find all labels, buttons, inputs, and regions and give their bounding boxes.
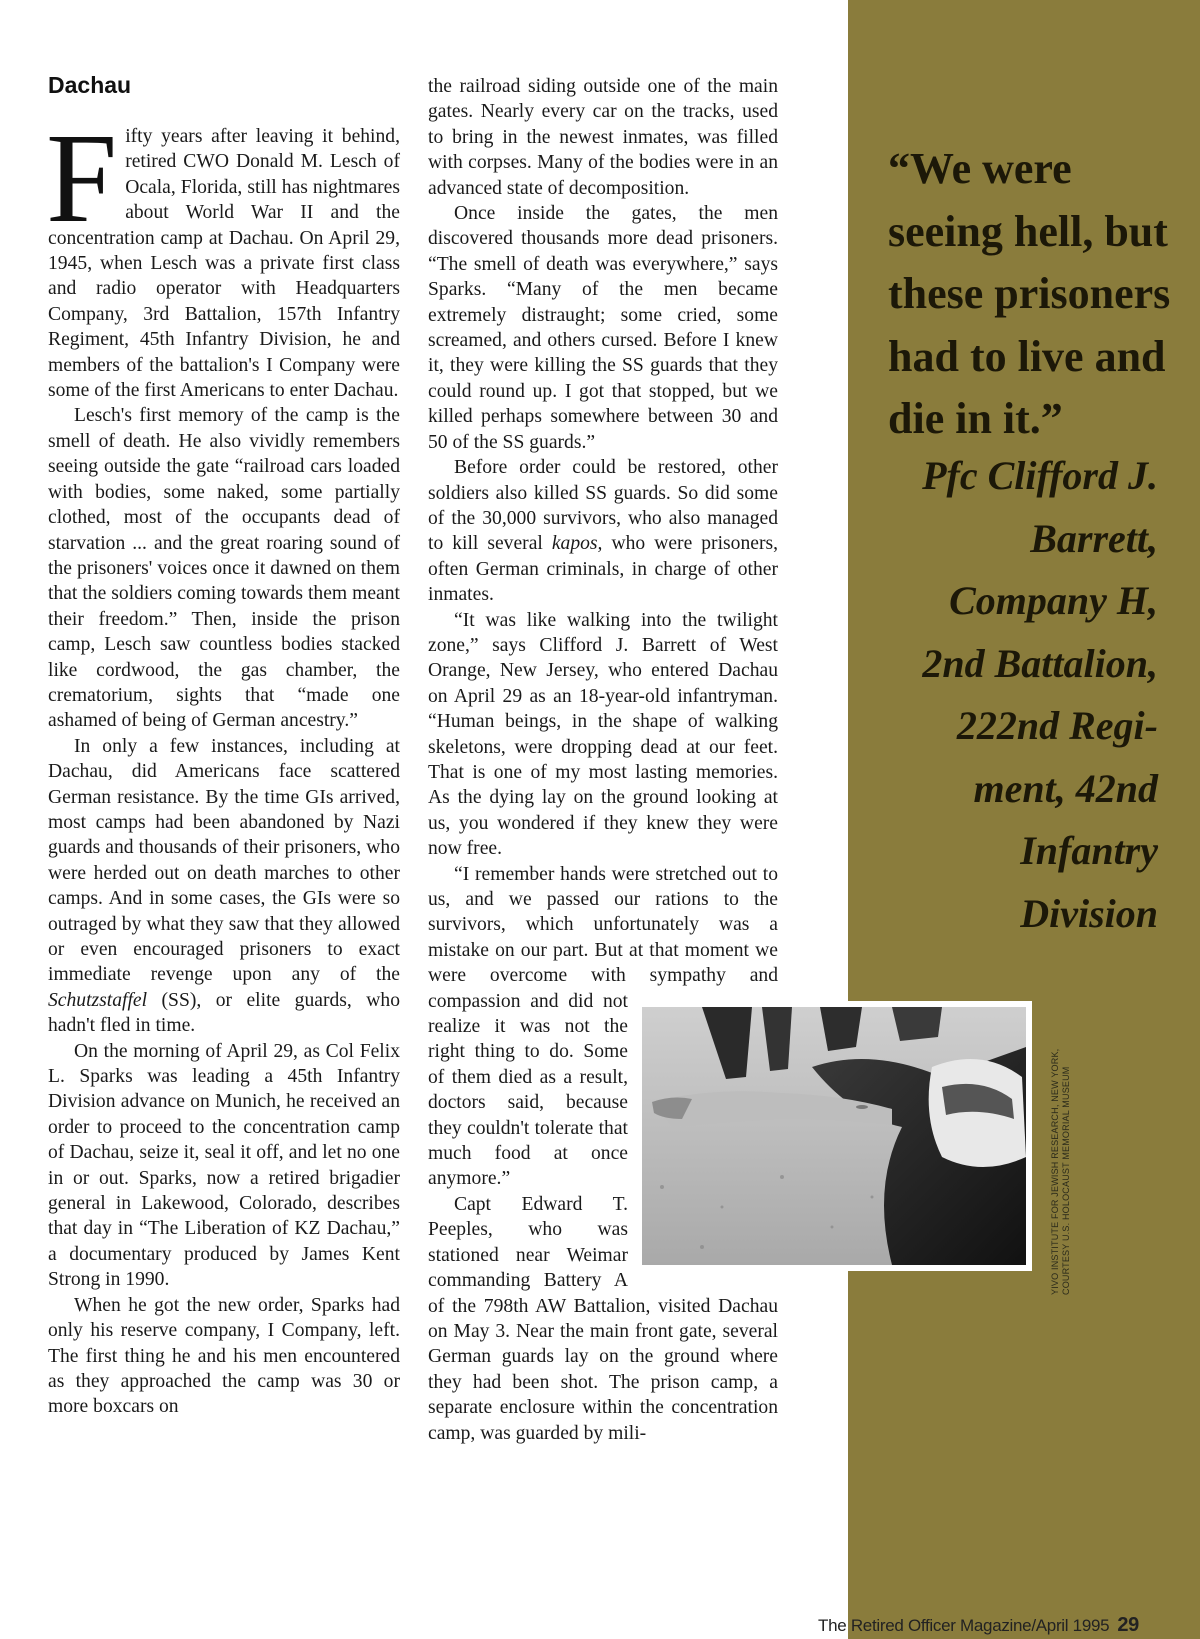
- article-paragraph: “It was like walking into the twilight zone,” says Clifford J. Barrett of West Orange, New Jersey, who entered Dachau on April 29 as an 18-year-old infantryman. “Human beings, in the shape of walking skeletons, were dropping dead at our feet. That is one of my most lasting memories. As the dying lay on the ground looking at us, you wondered if they knew they were now free.: [428, 609, 778, 860]
- attribution-line: ment, 42nd: [973, 765, 1158, 811]
- article-paragraph: [428, 455, 778, 607]
- drop-cap: F: [46, 107, 118, 249]
- article-paragraph: When he got the new order, Sparks had only his reserve company, I Company, left. The first thing he and his men encountered as they approached the camp was 30 or more boxcars on: [48, 1294, 400, 1418]
- article-paragraph: On the morning of April 29, as Col Felix L. Sparks was leading a 45th Infantry Division advance on Munich, he received an order to proceed to the concentration camp of Dachau, seize it, seal it off, and let no one in or out. Sparks, now a retired brigadier general in Lakewood, Colorado, describes that day in “The Liberation of KZ Dachau,” a documentary produced by James Kent Strong in 1990.: [48, 1040, 400, 1291]
- article-paragraph: [48, 734, 400, 1039]
- page-footer: [818, 1614, 1139, 1637]
- italic-term: kapos,: [551, 533, 603, 555]
- paragraph-text: Before order could be restored, other soldiers also killed SS guards. So did some of the 30,000 survivors, who also managed to kill several: [428, 457, 778, 555]
- attribution-line: Company H,: [949, 578, 1158, 623]
- attribution-line: Division: [1020, 890, 1158, 936]
- attribution-line: Infantry: [1020, 828, 1158, 873]
- article-paragraph: Capt Edward T. Peeples, who was stationed near Weimar commanding Battery A of the 798th AW Battalion, visited Dachau on May 3. Near the main front gate, several German guards lay on the ground where they had been shot. The prison camp, a separate enclosure within the concentration camp, was guarded by mili-: [428, 1193, 778, 1444]
- paragraph-text: “I remember hands were stretched out to us, and we passed our rations to the survivors, which unfortunately was a mistake on our part. But at that moment we were overcome with sympathy and compassion and did not realize it was not the right thing to do. Some of them died as a result, doctors said, because they couldn't tolerate that much food at once anymore.”: [428, 863, 778, 1190]
- article-paragraph: [46, 107, 400, 403]
- article-paragraph: the railroad siding outside one of the main gates. Nearly every car on the tracks, used to bring in the newest inmates, was filled with corpses. Many of the bodies were in an advanced state of decomposition.: [428, 76, 778, 199]
- article-column-1: [46, 107, 400, 1420]
- attribution-line: 2nd Battalion,: [922, 640, 1158, 686]
- photo-image: [642, 1007, 1026, 1265]
- page-number: 29: [1117, 1614, 1139, 1636]
- pull-quote: “We were seeing hell, but these prisoners had to live and die in it.”: [888, 144, 1171, 443]
- photo-credit-line: COURTESY U.S. HOLOCAUST MEMORIAL MUSEUM: [1061, 1066, 1071, 1295]
- attribution-line: Barrett,: [1030, 515, 1158, 561]
- photo-credit-line: YIVO INSTITUTE FOR JEWISH RESEARCH, NEW YORK,: [1050, 1048, 1060, 1295]
- article-paragraph: Lesch's first memory of the camp is the smell of death. He also vividly remembers seeing outside the gate “railroad cars loaded with bodies, some naked, some partially clothed, most of the occupants dead of starvation ... and the great roaring sound of the prisoners' voices once it dawned on them that the soldiers coming towards them meant their freedom.” Then, inside the prison camp, Lesch saw countless bodies stacked like cordwood, the gas chamber, the crematorium, sights that “made one ashamed of being of German ancestry.”: [48, 405, 400, 732]
- paragraph-text: who were prisoners, often German criminals, in charge of other inmates.: [428, 533, 778, 606]
- archival-photo: [636, 1001, 1032, 1271]
- attribution-line: Pfc Clifford J.: [922, 453, 1158, 498]
- section-heading: Dachau: [48, 72, 132, 98]
- pull-quote-attribution: [858, 445, 1158, 945]
- article-paragraph: Once inside the gates, the men discovered thousands more dead prisoners. “The smell of death was everywhere,” says Sparks. “Many of the men became extremely distraught; some cried, some screamed, and others cursed. Before I knew it, they were killing the SS guards that they could round up. I got that stopped, but we killed perhaps somewhere between 30 and 50 of the SS guards.”: [428, 203, 778, 453]
- paragraph-text: In only a few instances, including at Dachau, did Americans face scattered German resistance. By the time GIs arrived, most camps had been abandoned by Nazi guards and thousands of their prisoners, who were herded out on death marches to other camps. And in some cases, the GIs were so outraged by what they saw that they allowed or even encouraged prisoners to exact immediate revenge upon any of the: [48, 735, 400, 986]
- paragraph-text: (SS), or elite guards, who hadn't fled in time.: [48, 989, 400, 1037]
- magazine-issue: The Retired Officer Magazine/April 1995: [818, 1616, 1110, 1635]
- italic-term: Schutzstaffel: [48, 989, 148, 1011]
- photo-credit: [1050, 1049, 1072, 1295]
- attribution-line: 222nd Regi-: [956, 703, 1158, 748]
- paragraph-text: ifty years after leaving it behind, retired CWO Donald M. Lesch of Ocala, Florida, still has nightmares about World War II and the concentration camp at Dachau. On April 29, 1945, when Lesch was a private first class and radio operator with Headquarters Company, 3rd Battalion, 157th Infantry Regiment, 45th Infantry Division, he and members of the battalion's I Company were some of the first Americans to enter Dachau.: [48, 126, 400, 402]
